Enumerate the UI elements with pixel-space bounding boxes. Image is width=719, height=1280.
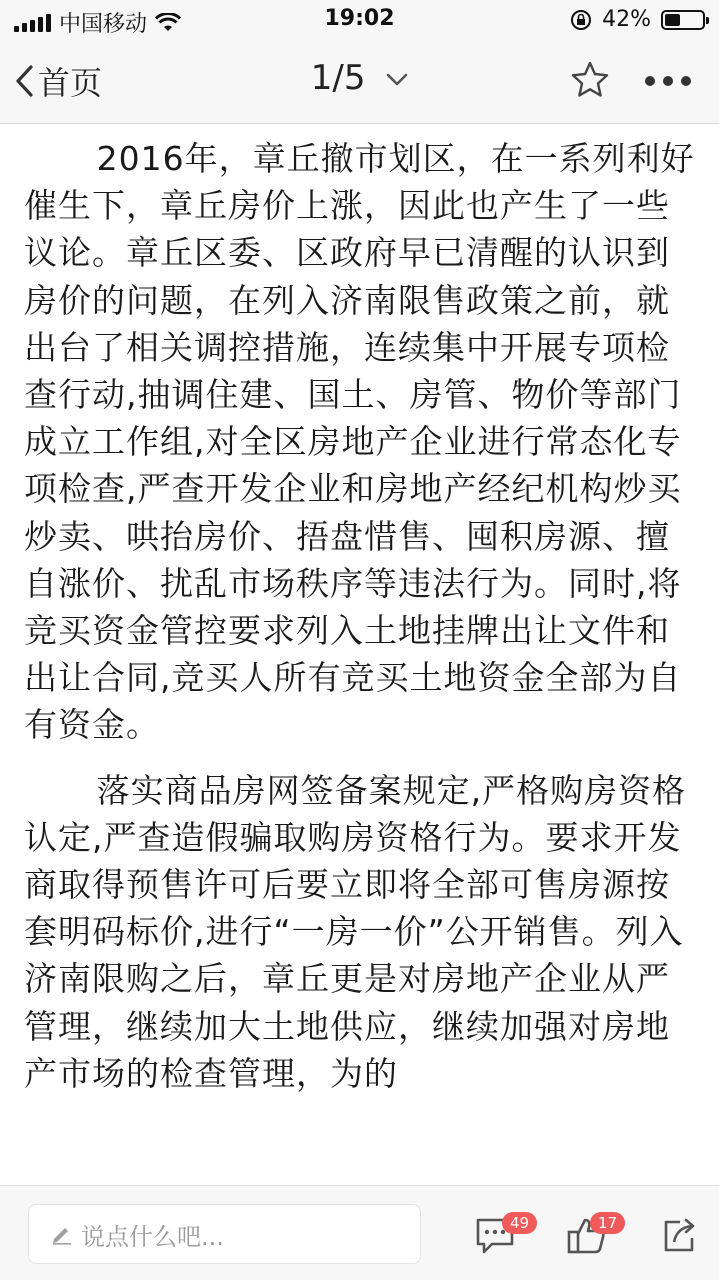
more-dot — [663, 76, 673, 86]
pencil-icon — [51, 1223, 73, 1245]
orientation-lock-icon — [570, 9, 592, 31]
page-selector[interactable] — [311, 58, 409, 98]
page-indicator: 1/5 — [310, 58, 366, 98]
status-right — [570, 7, 705, 32]
share-button[interactable] — [660, 1216, 698, 1260]
back-label: 首页 — [38, 64, 103, 102]
comment-count-badge: 49 — [502, 1212, 537, 1234]
like-count-badge: 17 — [590, 1212, 625, 1234]
nav-bar — [0, 40, 719, 124]
more-dot — [645, 76, 655, 86]
article-body — [24, 135, 696, 1185]
favorite-button[interactable] — [570, 60, 610, 104]
more-dot — [681, 76, 691, 86]
battery-percent: 42% — [602, 7, 651, 32]
status-bar — [0, 0, 719, 40]
star-icon — [570, 60, 610, 100]
article-paragraph: 2016年，章丘撤市划区，在一系列利好催生下，章丘房价上涨，因此也产生了一些议论。章丘区委、区政府早已清醒的认识到房价的问题，在列入济南限售政策之前，就出台了相关调控措施，连续集中开展专项检查行动,抽调住建、国土、房管、物价等部门成立工作组,对全区房地产企业进行常态化专项检查,严查开发企业和房地产经纪机构炒买炒卖、哄抬房价、捂盘惜售、囤积房源、擅自涨价、扰乱市场秩序等违法行为。同时,将竞买资金管控要求列入土地挂牌出让文件和出让合同,竞买人所有竞买土地资金全部为自有资金。 — [24, 139, 695, 745]
comment-placeholder: 说点什么吧... — [81, 1222, 224, 1251]
more-button[interactable] — [645, 76, 691, 86]
like-button[interactable] — [566, 1214, 618, 1260]
status-time: 19:02 — [324, 6, 395, 31]
bottom-toolbar — [0, 1185, 719, 1280]
carrier-label: 中国移动 — [59, 12, 148, 37]
comments-button[interactable] — [474, 1214, 530, 1260]
battery-icon — [661, 10, 705, 30]
page-title — [0, 58, 719, 98]
comment-input[interactable] — [28, 1204, 421, 1264]
share-icon — [660, 1216, 698, 1256]
article-paragraph: 落实商品房网签备案规定,严格购房资格认定,严查造假骗取购房资格行为。要求开发商取得预售许可后要立即将全部可售房源按套明码标价,进行“一房一价”公开销售。列入济南限购之后，章丘更是对房地产企业从严管理，继续加大土地供应，继续加强对房地产市场的检查管理，为的 — [24, 770, 687, 1093]
battery-fill — [665, 14, 680, 26]
chevron-down-icon — [386, 73, 408, 87]
